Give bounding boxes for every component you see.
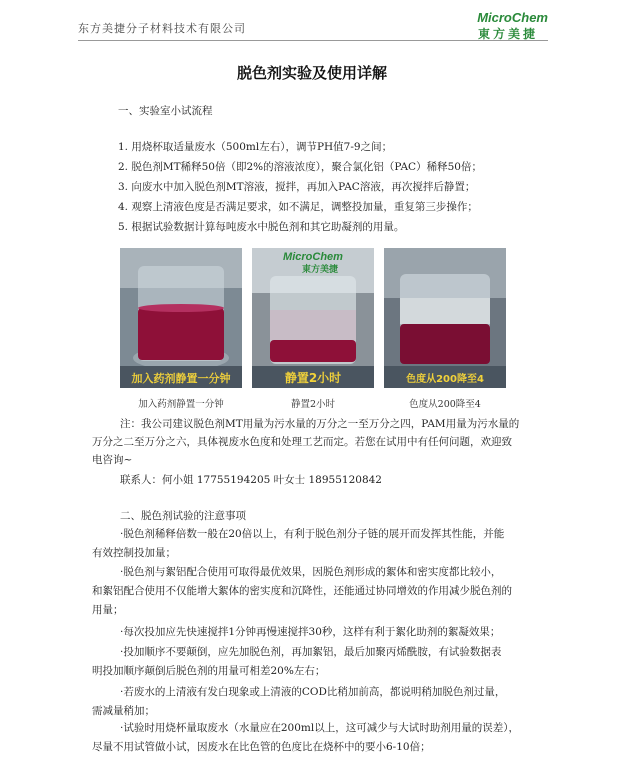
note-line: 注：我公司建议脱色剂MT用量为污水量的万分之一至万分之四，PAM用量为污水量的 <box>120 418 520 430</box>
overlay-label: 静置2小时 <box>284 371 342 385</box>
notice-line: ·脱色剂与絮铝配合使用可取得最优效果，因脱色剂形成的絮体和密实度都比较小， <box>120 566 502 578</box>
overlay-label: 色度从200降至4 <box>406 374 484 385</box>
notice-line: 尽量不用试管做小试，因废水在比色管的色度比在烧杯中的要小6-10倍； <box>92 741 431 753</box>
photo-caption: 静置2小时 <box>290 399 336 410</box>
step-item: 3. 向废水中加入脱色剂MT溶液，搅拌，再加入PAC溶液，再次搅拌后静置； <box>118 181 476 193</box>
photo-beaker-2h <box>252 248 374 388</box>
notice-line: 和絮铝配合使用不仅能增大絮体的密实度和沉降性，还能通过协同增效的作用减少脱色剂的 <box>92 585 512 597</box>
experiment-photos <box>120 248 506 388</box>
notice-line: ·脱色剂稀释倍数一般在20倍以上，有利于脱色剂分子链的展开而发挥其性能，并能 <box>120 528 505 540</box>
step-item: 4. 观察上清液色度是否满足要求，如不满足，调整投加量，重复第三步操作； <box>118 201 478 213</box>
page-title: 脱色剂实验及使用详解 <box>236 64 387 82</box>
notice-line: ·试验时用烧杯量取废水（水量应在200ml以上，这可减少与大试时助剂用量的误差）， <box>120 722 519 734</box>
notice-line: ·每次投加应先快速搅拌1分钟再慢速搅拌30秒，这样有利于絮化助剂的絮凝效果； <box>120 626 501 638</box>
microchem-logo <box>458 10 548 40</box>
notice-line: 明投加顺序颠倒后脱色剂的用量可相差20%左右； <box>92 665 326 677</box>
notice-line: 用量； <box>92 604 124 616</box>
watermark-logo-cn: 東方美捷 <box>301 264 339 274</box>
section1-heading: 一、实验室小试流程 <box>118 105 213 117</box>
overlay-label: 加入药剂静置一分钟 <box>131 372 231 385</box>
photo-beaker-1min <box>120 248 242 388</box>
photo-beaker-result <box>384 248 506 388</box>
document-header <box>78 10 548 40</box>
note-line: 电咨询~ <box>92 454 133 466</box>
logo-text-en: MicroChem <box>477 10 548 25</box>
notice-line: ·投加顺序不要颠倒，应先加脱色剂，再加絮铝，最后加聚丙烯酰胺，有试验数据表 <box>120 646 502 658</box>
notice-line: 有效控制投加量； <box>92 547 176 559</box>
step-item: 5. 根据试验数据计算每吨废水中脱色剂和其它助凝剂的用量。 <box>118 221 405 233</box>
photo-caption: 色度从200降至4 <box>409 399 481 410</box>
step-item: 2. 脱色剂MT稀释50倍（即2%的溶液浓度），聚合氯化铝（PAC）稀释50倍； <box>118 161 482 173</box>
notice-line: 需减量稍加； <box>92 705 155 717</box>
section2-heading: 二、脱色剂试验的注意事项 <box>120 510 246 522</box>
step-item: 1. 用烧杯取适量废水（500ml左右），调节PH值7-9之间； <box>118 141 393 153</box>
watermark-logo-en: MicroChem <box>283 251 343 263</box>
photo-caption: 加入药剂静置一分钟 <box>138 399 224 410</box>
contact-info: 联系人：何小姐 17755194205 叶女士 18955120842 <box>120 474 382 486</box>
company-name: 东方美捷分子材料技术有限公司 <box>78 22 246 35</box>
header-divider <box>78 40 548 41</box>
logo-text-cn: 東方美捷 <box>477 27 538 41</box>
notice-line: ·若废水的上清液有发白现象或上清液的COD比稍加前高，都说明稍加脱色剂过量， <box>120 686 506 698</box>
note-line: 万分之二至万分之六，具体视废水色度和处理工艺而定。若您在试用中有任何问题，欢迎致 <box>92 436 512 448</box>
